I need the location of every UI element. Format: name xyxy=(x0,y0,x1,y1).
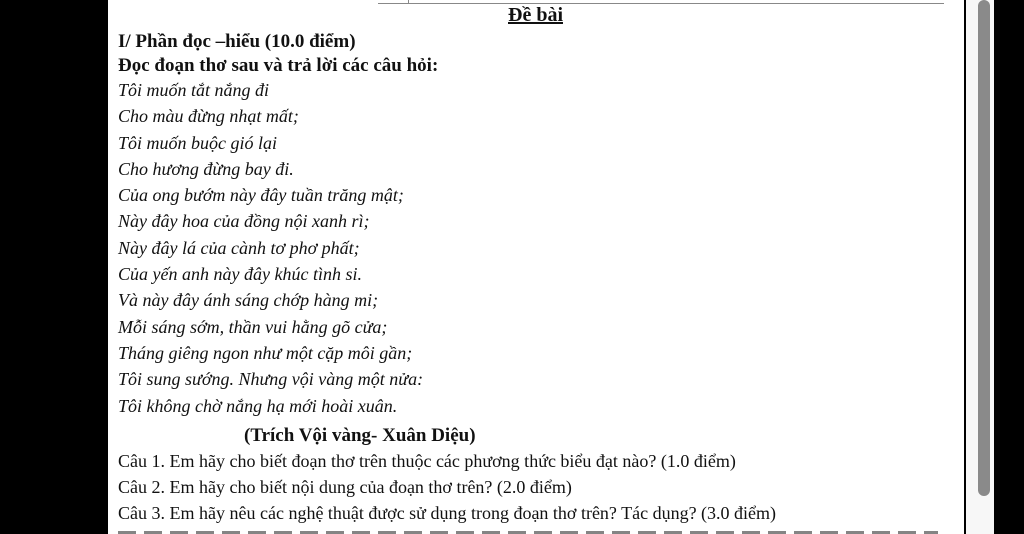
poem-line: Mỗi sáng sớm, thần vui hằng gõ cửa; xyxy=(118,316,388,337)
question-1: Câu 1. Em hãy cho biết đoạn thơ trên thuộc các phương thức biểu đạt nào? (1.0 điểm) xyxy=(118,451,736,471)
header-rule-tick xyxy=(408,0,409,4)
question-3: Câu 3. Em hãy nêu các nghệ thuật được sử dụng trong đoạn thơ trên? Tác dụng? (3.0 điểm) xyxy=(118,503,777,523)
poem-line: Tôi sung sướng. Nhưng vội vàng một nửa: xyxy=(118,369,424,390)
poem-line: Cho màu đừng nhạt mất; xyxy=(118,106,299,127)
poem-line: Của yến anh này đây khúc tình si. xyxy=(118,264,362,285)
poem-line: Tháng giêng ngon như một cặp môi gần; xyxy=(118,342,413,363)
instruction-text: Đọc đoạn thơ sau và trả lời các câu hỏi: xyxy=(118,55,439,76)
poem-line: Của ong bướm này đây tuần trăng mật; xyxy=(118,185,404,206)
scrollbar-thumb[interactable] xyxy=(978,0,990,496)
question-2: Câu 2. Em hãy cho biết nội dung của đoạn thơ trên? (2.0 điểm) xyxy=(118,477,572,497)
poem-source: (Trích Vội vàng- Xuân Diệu) xyxy=(244,425,476,446)
header-rule xyxy=(378,3,944,4)
document-heading: Đề bài xyxy=(508,4,563,26)
poem-line: Này đây lá của cành tơ phơ phất; xyxy=(118,237,360,258)
poem-line: Tôi không chờ nắng hạ mới hoài xuân. xyxy=(118,395,398,416)
poem-line: Tôi muốn tắt nắng đi xyxy=(118,80,270,100)
poem-line: Cho hương đừng bay đi. xyxy=(118,158,294,179)
poem-line: Tôi muốn buộc gió lại xyxy=(118,132,278,153)
cut-off-text-line xyxy=(118,526,938,534)
poem-excerpt xyxy=(118,77,423,419)
section-title: I/ Phần đọc –hiểu (10.0 điểm) xyxy=(118,31,356,52)
poem-line: Và này đây ánh sáng chớp hàng mi; xyxy=(118,290,379,311)
poem-line: Này đây hoa của đồng nội xanh rì; xyxy=(118,211,370,232)
document-page xyxy=(108,0,964,534)
